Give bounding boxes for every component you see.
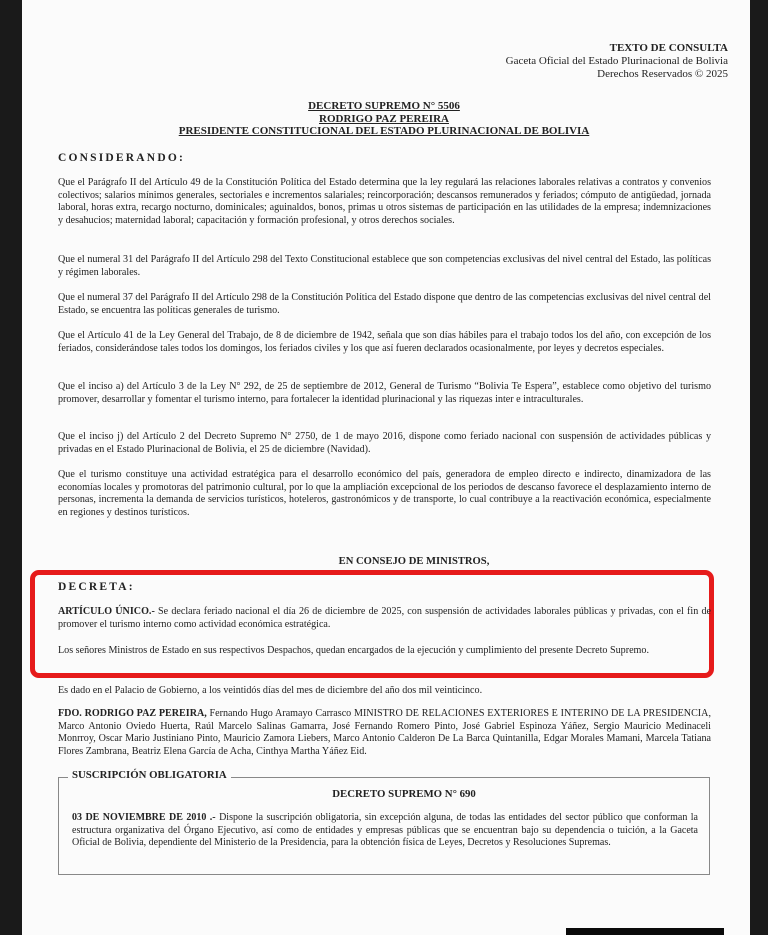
bottom-bar: [566, 928, 724, 935]
paragraph-6: Que el inciso j) del Artículo 2 del Decreto Supremo N° 2750, de 1 de mayo 2016, dispone como feriado nacional con suspensión de actividades públicas y privadas en el Estado Plurinacional de Bolivia, el 25 de diciembre (Navidad).: [58, 431, 711, 455]
articulo-text: Se declara feriado nacional el día 26 de diciembre de 2025, con suspensión de actividades laborales públicas y privadas, con el fin de promover el turismo interno como actividad económica estratégica.: [58, 606, 711, 630]
decreta-heading: DECRETA:: [58, 581, 135, 593]
paragraph-5: Que el inciso a) del Artículo 3 de la Ley N° 292, de 25 de septiembre de 2012, General de Turismo “Bolivia Te Espera”, establece como objetivo del turismo promover, desarrollar y fomentar el turismo interno, para fortalecer la identidad plurinacional y las riquezas inter e intraculturales.: [58, 381, 711, 405]
president-office: PRESIDENTE CONSTITUCIONAL DEL ESTADO PLURINACIONAL DE BOLIVIA: [178, 125, 590, 137]
articulo-unico: [58, 606, 711, 631]
paragraph-1: Que el Parágrafo II del Artículo 49 de la Constitución Política del Estado determina que la ley regulará las relaciones laborales relativas a contratos y convenios colectivos; salarios mínimos generales, sectoriales e incrementos salariales; reincorporación; descansos remunerados y feriados; cómputo de antigüedad, jornada laboral, horas extra, recargo nocturno, dominicales; aguinaldos, bonos, primas u otros sistemas de participación en las utilidades de la empresa; indemnizaciones y desahucios; maternidad laboral; capacitación y formación profesional, y otros derechos sociales.: [58, 177, 711, 227]
considerando-heading: CONSIDERANDO:: [58, 152, 185, 164]
firmas-label: FDO. RODRIGO PAZ PEREIRA,: [58, 708, 207, 719]
suscripcion-body: Dispone la suscripción obligatoria, sin excepción alguna, de todas las entidades del sector público que conforman la estructura organizativa del Órgano Ejecutivo, así como de entidades y empresas públicas que se encuentran bajo su dependencia o tuición, a la Gaceta Oficial de Bolivia, dependiente del Ministerio de la Presidencia, para la obtención física de Leyes, Decretos y Resoluciones Supremas.: [72, 812, 698, 849]
suscripcion-decree: DECRETO SUPREMO N° 690: [332, 788, 476, 800]
decree-number: DECRETO SUPREMO N° 5506: [308, 100, 460, 112]
suscripcion-date: 03 DE NOVIEMBRE DE 2010 .-: [72, 812, 216, 823]
header-line-1: TEXTO DE CONSULTA: [609, 42, 728, 54]
paragraph-4: Que el Artículo 41 de la Ley General del Trabajo, de 8 de diciembre de 1942, señala que son días hábiles para el trabajo todos los del año, con excepción de los feriados, considerándose tales todos los domingos, los feriados civiles y los que así fueren declarados ocasionalmente, por leyes y decretos especiales.: [58, 330, 711, 354]
articulo-label: ARTÍCULO ÚNICO.-: [58, 606, 155, 617]
suscripcion-title: SUSCRIPCIÓN OBLIGATORIA: [68, 769, 231, 781]
suscripcion-text: [72, 812, 698, 850]
paragraph-7: Que el turismo constituye una actividad estratégica para el desarrollo económico del país, generadora de empleo directo e indirecto, dinamizadora de las economías locales y promotoras del patrimonio cultural, por lo que la ampliación excepcional de los periodos de descanso favorece el desplazamiento interno de personas, incrementa la demanda de servicios turísticos, hoteleros, gastronómicos y de transporte, lo cual contribuye a la reactivación económica, especialmente en regiones y destinos turísticos.: [58, 469, 711, 519]
header-line-2: Gaceta Oficial del Estado Plurinacional de Bolivia: [505, 55, 728, 67]
paragraph-3: Que el numeral 37 del Parágrafo II del Artículo 298 de la Constitución Política del Estado dispone que dentro de las competencias exclusivas del nivel central del Estado, se encuentra las políticas generales de turismo.: [58, 292, 711, 316]
header-line-3: Derechos Reservados © 2025: [597, 68, 728, 80]
decree-title: [0, 100, 768, 138]
consejo-heading: EN CONSEJO DE MINISTROS,: [338, 556, 490, 567]
paragraph-2: Que el numeral 31 del Parágrafo II del Artículo 298 del Texto Constitucional establece que son competencias exclusivas del nivel central del Estado, las políticas y régimen laborales.: [58, 254, 711, 278]
dado-paragraph: Es dado en el Palacio de Gobierno, a los veintidós días del mes de diciembre del año dos mil veinticinco.: [58, 685, 483, 696]
firmas-text: Fernando Hugo Aramayo Carrasco MINISTRO DE RELACIONES EXTERIORES E INTERINO DE LA PRESIDENCIA, Marco Antonio Oviedo Huerta, Raúl Marcelo Salinas Gamarra, José Fernando Romero Pinto, José Gabriel Espinoza Yáñez, Sergio Mauricio Medinaceli Monrroy, Oscar Mario Justiniano Pinto, Mauricio Zamora Liebers, Marco Antonio Calderon De La Barca Quintanilla, Edgar Morales Mamani, Marcela Tatiana Flores Zambrana, Beatriz Elena García de Acha, Cinthya Martha Yáñez Eid.: [58, 708, 711, 758]
president-name: RODRIGO PAZ PEREIRA: [319, 112, 449, 125]
ministros-paragraph: Los señores Ministros de Estado en sus respectivos Despachos, quedan encargados de la ejecución y cumplimiento del presente Decreto Supremo.: [58, 645, 649, 656]
firmas-paragraph: [58, 708, 711, 759]
document-header: [506, 42, 728, 81]
